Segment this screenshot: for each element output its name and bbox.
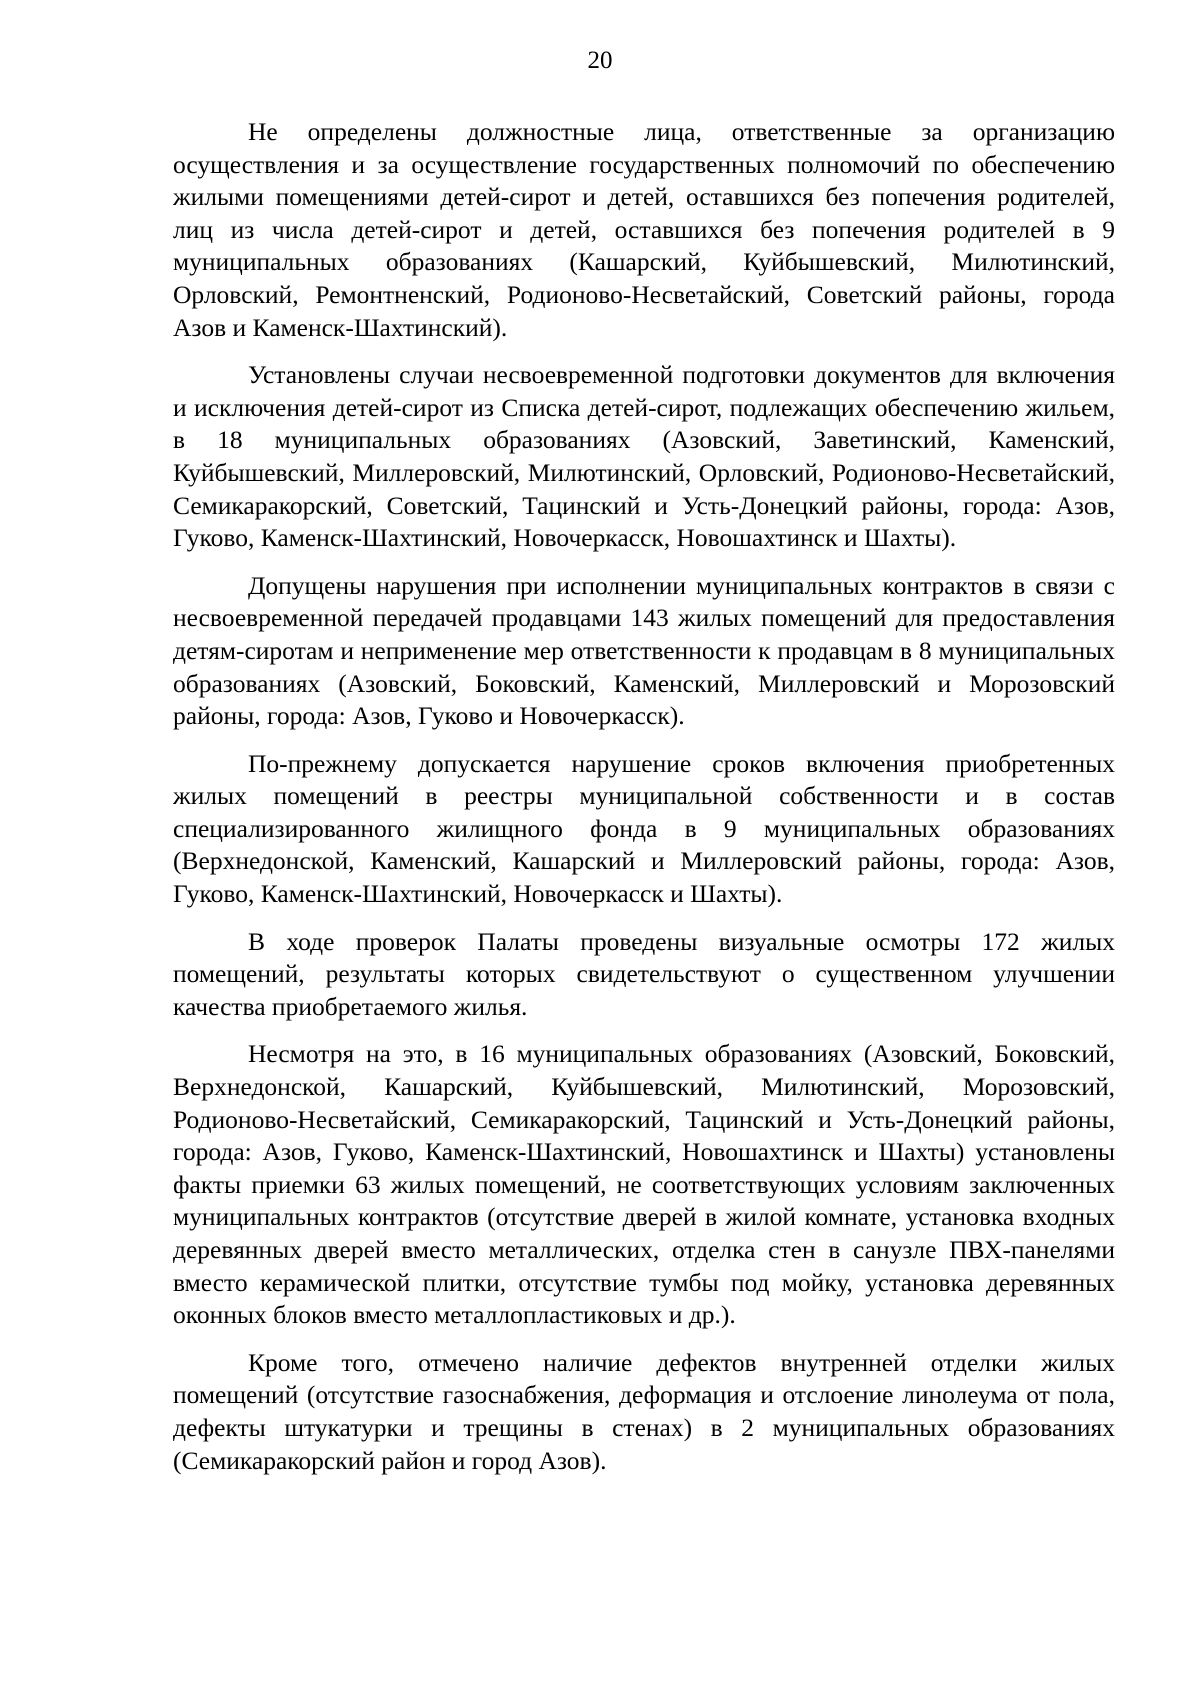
paragraph-3: Допущены нарушения при исполнении муниципальных контрактов в связи с несвоевременной передачей продавцами 143 жилых помещений для предоставления детям-сиротам и неприменение мер ответственности к продавцам в 8 муниципальных образованиях (Азовский, Боковский, Каменский, Миллеровский и Морозовский районы, города: Азов, Гуково и Новочеркасск). bbox=[173, 570, 1115, 731]
paragraph-6: Несмотря на это, в 16 муниципальных образованиях (Азовский, Боковский, Верхнедонской, Кашарский, Куйбышевский, Милютинский, Морозовский, Родионово-Несветайский, Семикаракорский, Тацинский и Усть-Донецкий районы, города: Азов, Гуково, Каменск-Шахтинский, Новошахтинск и Шахты) установлены факты приемки 63 жилых помещений, не соответствующих условиям заключенных муниципальных контрактов (отсутствие дверей в жилой комнате, установка входных деревянных дверей вместо металлических, отделка стен в санузле ПВХ-панелями вместо керамической плитки, отсутствие тумбы под мойку, установка деревянных оконных блоков вместо металлопластиковых и др.). bbox=[173, 1039, 1115, 1330]
paragraph-5: В ходе проверок Палаты проведены визуальные осмотры 172 жилых помещений, результаты которых свидетельствуют о существенном улучшении качества приобретаемого жилья. bbox=[173, 926, 1115, 1021]
paragraph-7: Кроме того, отмечено наличие дефектов внутренней отделки жилых помещений (отсутствие газоснабжения, деформация и отслоение линолеума от пола, дефекты штукатурки и трещины в стенах) в 2 муниципальных образованиях (Семикаракорский район и город Азов). bbox=[173, 1347, 1115, 1475]
page-number: 20 bbox=[587, 47, 613, 74]
document-body bbox=[173, 116, 1115, 1492]
paragraph-4: По-прежнему допускается нарушение сроков включения приобретенных жилых помещений в реестры муниципальной собственности и в состав специализированного жилищного фонда в 9 муниципальных образованиях (Верхнедонской, Каменский, Кашарский и Миллеровский районы, города: Азов, Гуково, Каменск-Шахтинский, Новочеркасск и Шахты). bbox=[173, 748, 1115, 909]
paragraph-2: Установлены случаи несвоевременной подготовки документов для включения и исключения детей-сирот из Списка детей-сирот, подлежащих обеспечению жильем, в 18 муниципальных образованиях (Азовский, Заветинский, Каменский, Куйбышевский, Миллеровский, Милютинский, Орловский, Родионово-Несветайский, Семикаракорский, Советский, Тацинский и Усть-Донецкий районы, города: Азов, Гуково, Каменск-Шахтинский, Новочеркасск, Новошахтинск и Шахты). bbox=[173, 360, 1115, 553]
paragraph-1: Не определены должностные лица, ответственные за организацию осуществления и за осуществление государственных полномочий по обеспечению жилыми помещениями детей-сирот и детей, оставшихся без попечения родителей, лиц из числа детей-сирот и детей, оставшихся без попечения родителей в 9 муниципальных образованиях (Кашарский, Куйбышевский, Милютинский, Орловский, Ремонтненский, Родионово-Несветайский, Советский районы, города Азов и Каменск-Шахтинский). bbox=[173, 117, 1115, 342]
